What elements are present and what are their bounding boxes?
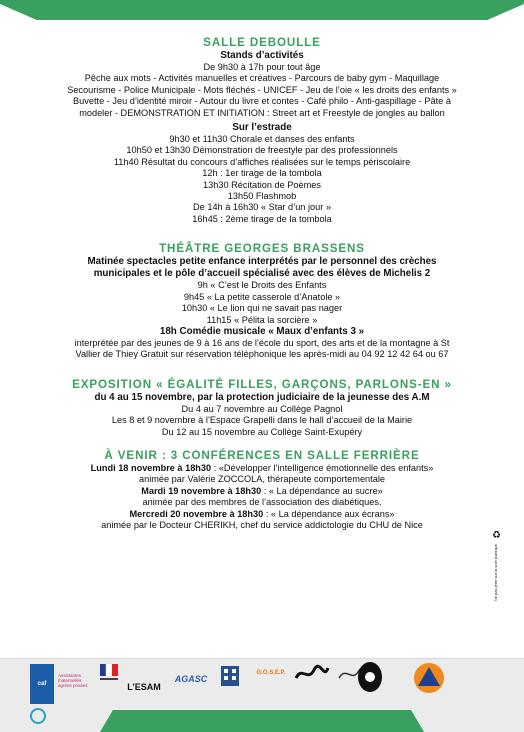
estrade-line: 16h45 : 2ème tirage de la tombola <box>192 213 332 224</box>
theatre-line: 10h30 « Le lion qui ne savait pas nager <box>181 303 343 314</box>
footer-divider <box>0 652 524 659</box>
recycle-note <box>489 530 505 652</box>
stands-line: De 9h30 à 17h pour tout âge <box>203 62 321 72</box>
seal-icon <box>30 708 46 724</box>
stands-line: modeler - DEMONSTRATION ET INITIATION : Street art et Freestyle de jongles au ballon <box>79 107 445 118</box>
theatre-intro: Matinée spectacles petite enfance interprétés par le personnel des crèches <box>87 256 437 268</box>
estrade-heading: Sur l’estrade <box>232 122 292 134</box>
estrade-line: 13h30 Récitation de Poèmes <box>203 179 321 190</box>
agasc-logo: AGASC <box>174 674 208 684</box>
conferences-title: À VENIR : 3 CONFÉRENCES EN SALLE FERRIÈRE <box>104 448 420 462</box>
theatre-intro: municipales et le pôle d’accueil spécialisé avec des élèves de Michelis 2 <box>93 268 431 280</box>
conference-date: Mercredi 20 novembre à 18h30 <box>129 508 264 519</box>
stands-heading: Stands d’activités <box>220 50 304 61</box>
building-logo <box>218 664 242 690</box>
freestyle-icon <box>358 662 382 692</box>
stands-line: Pêche aux mots - Activités manuelles et créatives - Parcours de baby gym - Maquillage <box>84 73 440 84</box>
republique-logo <box>98 662 122 684</box>
protection-civile-logo <box>412 660 446 696</box>
stands-line: Buvette - Jeu d’identité miroir - Autour du livre et contes - Café philo - Anti-gaspillage - Pâte à <box>73 96 451 107</box>
estrade-line: 10h50 et 13h30 Démonstration de freestyle par des professionnels <box>126 145 398 156</box>
recycle-icon: ♻ <box>492 530 501 541</box>
gosep-logo: G.O.S.E.P. <box>256 670 286 676</box>
theatre-line: 11h15 « Pélita la sorcière » <box>206 314 318 325</box>
theatre-detail: Vallier de Thiey Gratuit sur réservation téléphonique les après-midi au 04 92 12 42 64 ou 67 <box>75 349 449 360</box>
conference-item <box>22 486 502 497</box>
top-decoration-bar <box>0 0 524 20</box>
exposition-title: EXPOSITION « ÉGALITÉ FILLES, GARÇONS, PARLONS-EN » <box>72 377 452 391</box>
theatre-detail: interprétée par des jeunes de 9 à 16 ans de l’école du sport, des arts et de la montagne à St <box>74 337 450 348</box>
estrade-line: De 14h à 16h30 « Star d’un jour » <box>193 202 331 213</box>
partner-seal-logo <box>30 708 46 724</box>
graffiti-logo <box>294 664 330 684</box>
estrade-line: 9h30 et 11h30 Chorale et danses des enfants <box>169 134 355 145</box>
building-icon <box>218 664 242 690</box>
conference-speaker: animée par le Docteur CHERIKH, chef du service addictologie du CHU de Nice <box>101 519 423 530</box>
esam-logo: L’ESAM <box>127 682 161 692</box>
conference-date: Mardi 19 novembre à 18h30 <box>141 485 262 496</box>
exposition-line: Du 12 au 15 novembre au Collège Saint-Exupéry <box>161 426 363 437</box>
recycle-note-text: Ne pas jeter sur la voie publique <box>493 544 498 602</box>
conference-item <box>22 463 502 474</box>
graffiti-icon <box>294 664 330 684</box>
conference-speaker: animée par Valérie ZOCCOLA, thérapeute comportementale <box>139 474 385 485</box>
assistantes-maternelles-logo: Assistantes maternelles agrées privées <box>58 672 88 688</box>
freestyle-logo <box>358 662 382 692</box>
exposition-subtitle: du 4 au 15 novembre, par la protection judiciaire de la jeunesse des A.M <box>94 391 430 403</box>
estrade-line: 12h : 1er tirage de la tombola <box>202 168 322 179</box>
conference-topic: : « La dépendance au sucre» <box>261 485 383 496</box>
theatre-line: 9h45 « La petite casserole d’Anatole » <box>183 291 341 302</box>
estrade-line: 11h40 Résultat du concours d’affiches réalisées sur le temps périscolaire <box>113 156 411 167</box>
conference-date: Lundi 18 novembre à 18h30 <box>90 462 212 473</box>
conference-topic: : «Développer l’intelligence émotionnelle des enfants» <box>211 462 434 473</box>
bottom-decoration-bar <box>100 710 424 732</box>
republique-flag-icon <box>98 662 122 684</box>
exposition-line: Les 8 et 9 novembre à l’Espace Grapelli dans le hall d’accueil de la Mairie <box>111 415 413 426</box>
protection-civile-icon <box>412 660 446 696</box>
conference-topic: : « La dépendance aux écrans» <box>263 508 395 519</box>
stands-line: Secourisme - Police Municipale - Mots fléchés - UNICEF - Jeu de l’oie « les droits des enfants » <box>67 84 457 95</box>
theatre-line: 9h « C’est le Droits des Enfants <box>197 280 327 291</box>
theatre-title: THÉÂTRE GEORGES BRASSENS <box>159 242 365 256</box>
salle-deboulle-title: SALLE DEBOULLE <box>203 36 321 49</box>
conference-speaker: animée par des membres de l’association des diabétiques. <box>142 497 382 508</box>
exposition-line: Du 4 au 7 novembre au Collège Pagnol <box>181 403 343 414</box>
estrade-line: 13h50 Flashmob <box>227 191 297 202</box>
caf-logo: caf <box>30 664 54 704</box>
comedie-musicale: 18h Comédie musicale « Maux d’enfants 3 » <box>159 325 365 337</box>
conference-item <box>22 509 502 520</box>
page-content <box>22 36 502 531</box>
